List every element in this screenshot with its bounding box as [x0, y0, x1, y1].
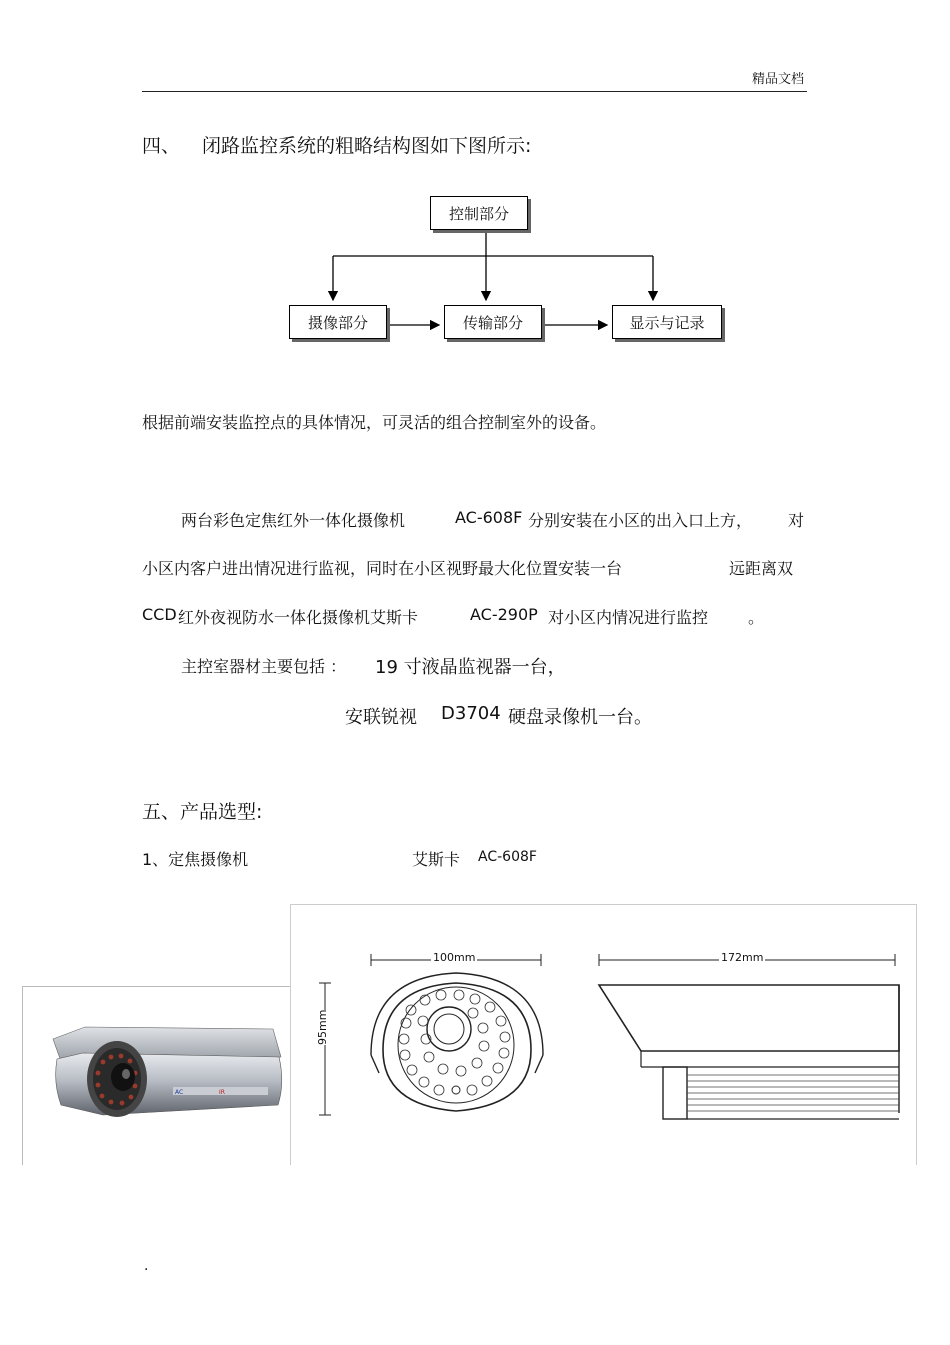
p2-line3-e: 。 — [748, 608, 765, 627]
equipment-item-dvr-desc: 硬盘录像机一台。 — [508, 707, 652, 728]
svg-text:IR: IR — [219, 1089, 225, 1096]
p2-line3-d: 对小区内情况进行监控 — [548, 608, 709, 627]
svg-text:AC: AC — [175, 1089, 184, 1096]
camera-photo — [22, 986, 293, 1165]
equipment-item-dvr-brand: 安联锐视 — [345, 707, 417, 728]
structure-diagram — [289, 196, 725, 342]
footer-mark: . — [144, 1258, 149, 1274]
section-5-title: 五、产品选型: — [142, 801, 263, 823]
page-header-label: 精品文档 — [751, 72, 804, 87]
equipment-item-monitor: 19 寸液晶监视器一台， — [375, 657, 566, 678]
diagram-box-transmission: 传输部分 — [444, 305, 542, 339]
dimension-length-side: 172mm — [721, 951, 764, 964]
p2-line3-b: 红外夜视防水一体化摄像机艾斯卡 — [178, 608, 419, 627]
p2-line1-c: 分别安装在小区的出入口上方， — [528, 511, 753, 530]
paragraph-flexible-setup: 根据前端安装监控点的具体情况，可灵活的组合控制室外的设备。 — [142, 413, 607, 432]
p2-line2-a: 小区内客户进出情况进行监视，同时在小区视野最大化位置安装一台 — [142, 559, 623, 578]
p2-line1-a: 两台彩色定焦红外一体化摄像机 — [181, 511, 406, 530]
p2-line3-a: CCD — [142, 605, 177, 624]
dimension-width-front: 100mm — [433, 951, 476, 964]
section-4-number: 四、 — [142, 135, 181, 157]
diagram-box-camera: 摄像部分 — [289, 305, 387, 339]
dimension-drawing — [290, 904, 917, 1165]
product-1-label: 1、定焦摄像机 — [142, 850, 249, 869]
diagram-box-control: 控制部分 — [430, 196, 528, 230]
camera-photo-illustration — [23, 987, 293, 1165]
p2-line3-c: AC-290P — [470, 605, 538, 624]
header-rule — [142, 91, 807, 92]
p2-line1-d: 对 — [788, 511, 805, 530]
section-4-title: 闭路监控系统的粗略结构图如下图所示: — [202, 135, 532, 157]
dimension-height-front: 95mm — [316, 1009, 329, 1045]
equipment-item-dvr-model: D3704 — [441, 703, 501, 724]
product-1-model: AC-608F — [478, 849, 537, 865]
diagram-box-display: 显示与记录 — [612, 305, 722, 339]
equipment-intro: 主控室器材主要包括 ： — [181, 657, 347, 676]
dimension-drawing-svg — [291, 905, 916, 1165]
product-1-brand: 艾斯卡 — [412, 850, 461, 869]
p2-line1-b: AC-608F — [455, 508, 523, 527]
p2-line2-b: 远距离双 — [729, 559, 794, 578]
